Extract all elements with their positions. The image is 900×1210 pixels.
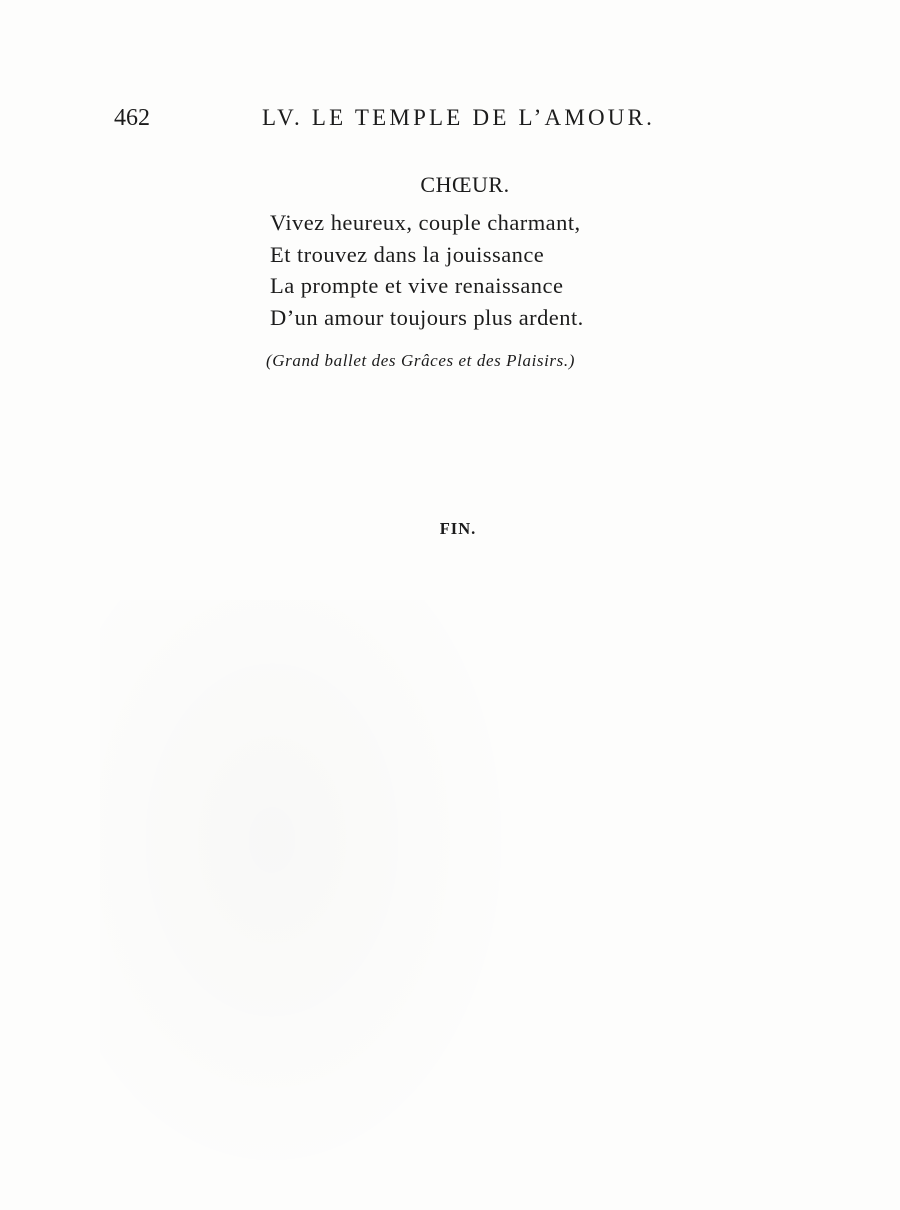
verse-stanza	[270, 207, 584, 333]
page-number: 462	[114, 105, 150, 131]
verse-line: Et trouvez dans la jouissance	[270, 241, 545, 267]
speaker-heading: CHŒUR.	[420, 172, 510, 197]
verse-line: Vivez heureux, couple charmant,	[270, 210, 581, 235]
stage-direction: (Grand ballet des Grâces et des Plaisirs.)	[266, 351, 575, 370]
running-head: LV. LE TEMPLE DE L’AMOUR.	[262, 105, 656, 130]
show-through-shadow	[100, 600, 530, 1200]
end-mark: FIN.	[439, 519, 477, 538]
verse-line: D’un amour toujours plus ardent.	[270, 304, 584, 330]
verse-line: La prompte et vive renaissance	[270, 273, 564, 298]
